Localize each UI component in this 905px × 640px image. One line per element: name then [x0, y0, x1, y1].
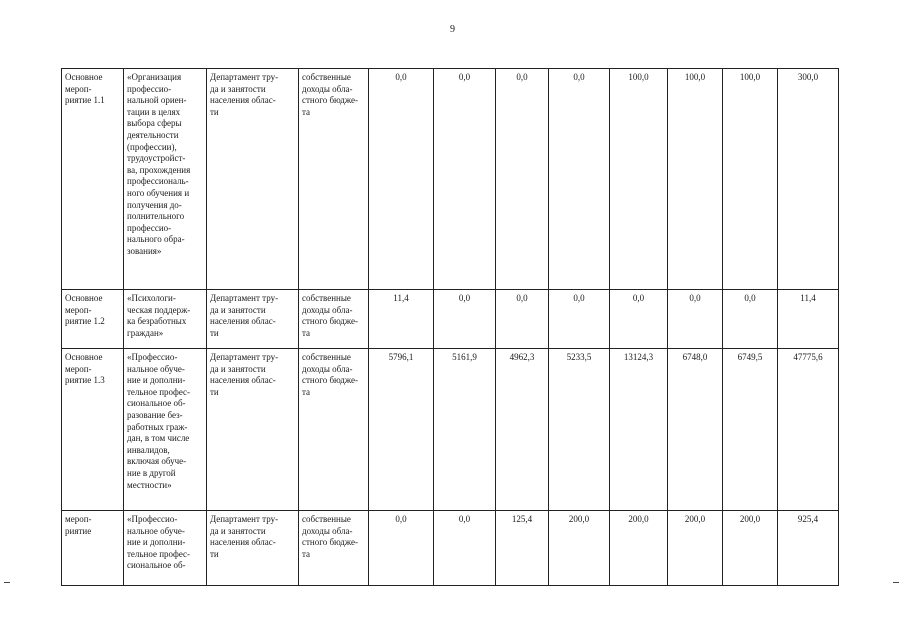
- page-number: 9: [450, 24, 455, 35]
- program-table: [61, 68, 839, 586]
- table-row: [62, 349, 839, 511]
- total-value-cell: 925,4: [778, 511, 839, 586]
- value-cell: 6748,0: [668, 349, 723, 511]
- value-cell: 0,0: [434, 69, 496, 290]
- value-cell: 200,0: [610, 511, 668, 586]
- value-cell: 0,0: [496, 290, 549, 349]
- total-value-cell: 300,0: [778, 69, 839, 290]
- value-cell: 0,0: [549, 69, 610, 290]
- measure-name-cell: Основное мероп- риятие 1.2: [62, 290, 124, 349]
- executor-cell: Департамент тру- да и занятости населения облас- ти: [207, 290, 299, 349]
- total-value-cell: 11,4: [778, 290, 839, 349]
- value-cell: 11,4: [369, 290, 434, 349]
- executor-cell: Департамент тру- да и занятости населения облас- ти: [207, 511, 299, 586]
- right-edge-mark: [893, 582, 899, 583]
- funding-source-cell: собственные доходы обла- стного бюдже- та: [299, 290, 369, 349]
- value-cell: 0,0: [369, 69, 434, 290]
- total-value-cell: 47775,6: [778, 349, 839, 511]
- value-cell: 5161,9: [434, 349, 496, 511]
- value-cell: 100,0: [723, 69, 778, 290]
- funding-source-cell: собственные доходы обла- стного бюдже- та: [299, 511, 369, 586]
- measure-title-cell: «Психологи- ческая поддерж- ка безработных граждан»: [124, 290, 207, 349]
- measure-name-cell: мероп- риятие: [62, 511, 124, 586]
- value-cell: 0,0: [434, 511, 496, 586]
- value-cell: 200,0: [723, 511, 778, 586]
- table-row: [62, 290, 839, 349]
- value-cell: 0,0: [369, 511, 434, 586]
- executor-cell: Департамент тру- да и занятости населения облас- ти: [207, 349, 299, 511]
- left-edge-mark: [4, 582, 10, 583]
- value-cell: 100,0: [610, 69, 668, 290]
- table-row: [62, 511, 839, 586]
- value-cell: 13124,3: [610, 349, 668, 511]
- measure-name-cell: Основное мероп- риятие 1.1: [62, 69, 124, 290]
- value-cell: 0,0: [549, 290, 610, 349]
- funding-source-cell: собственные доходы обла- стного бюдже- та: [299, 349, 369, 511]
- value-cell: 5233,5: [549, 349, 610, 511]
- value-cell: 6749,5: [723, 349, 778, 511]
- value-cell: 200,0: [668, 511, 723, 586]
- value-cell: 0,0: [668, 290, 723, 349]
- table-row: [62, 69, 839, 290]
- value-cell: 0,0: [723, 290, 778, 349]
- value-cell: 0,0: [496, 69, 549, 290]
- executor-cell: Департамент тру- да и занятости населения облас- ти: [207, 69, 299, 290]
- value-cell: 5796,1: [369, 349, 434, 511]
- value-cell: 125,4: [496, 511, 549, 586]
- measure-title-cell: «Профессио- нальное обуче- ние и дополни- тельное профес- сиональное об-: [124, 511, 207, 586]
- value-cell: 0,0: [434, 290, 496, 349]
- value-cell: 4962,3: [496, 349, 549, 511]
- measure-title-cell: «Организация профессио- нальной ориен- тации в целях выбора сферы деятельности (профессии), трудоустройст- ва, прохождения профессиональ- ного обучения и получения до- полнительного профессио- нального обра- зования»: [124, 69, 207, 290]
- value-cell: 200,0: [549, 511, 610, 586]
- value-cell: 0,0: [610, 290, 668, 349]
- measure-name-cell: Основное мероп- риятие 1.3: [62, 349, 124, 511]
- measure-title-cell: «Профессио- нальное обуче- ние и дополни- тельное профес- сиональное об- разование без- работных граж- дан, в том числе инвалидов, включая обуче- ние в другой местности»: [124, 349, 207, 511]
- value-cell: 100,0: [668, 69, 723, 290]
- funding-source-cell: собственные доходы обла- стного бюдже- та: [299, 69, 369, 290]
